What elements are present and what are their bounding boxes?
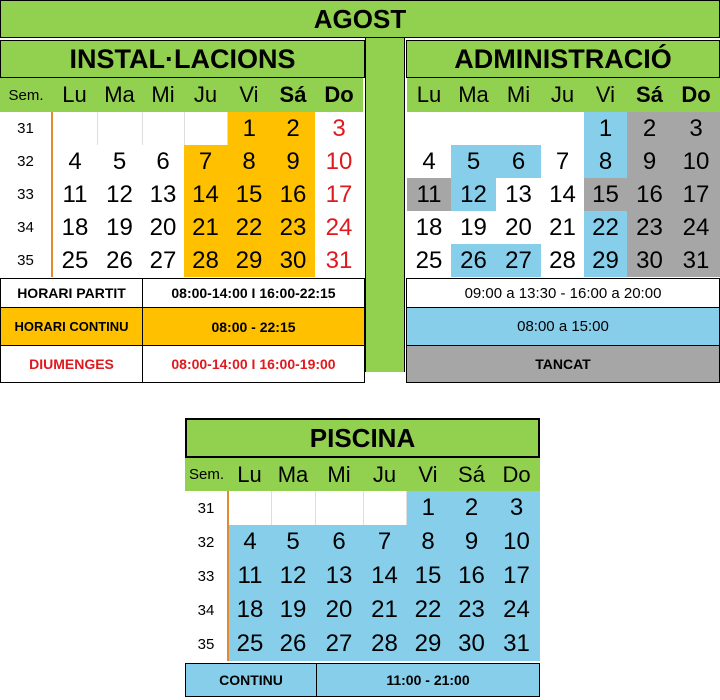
week-row [185, 491, 540, 525]
piscina-calendar [185, 458, 541, 661]
day-cell-ma: 12 [271, 559, 315, 593]
week-row [185, 627, 540, 661]
day-cell-do: 24 [672, 211, 720, 244]
day-cell-ju: 28 [363, 627, 406, 661]
week-row [0, 112, 363, 145]
day-header-ju: Ju [184, 78, 227, 112]
day-header-sa: Sá [271, 78, 315, 112]
day-cell-sa: 30 [271, 244, 315, 277]
day-cell-lu: 25 [228, 627, 271, 661]
administracio-title: ADMINISTRACIÓ [454, 43, 672, 74]
week-row [185, 525, 540, 559]
week-row [0, 211, 363, 244]
sem-header: Sem. [185, 458, 228, 491]
day-cell-vi: 29 [406, 627, 450, 661]
day-header-do: Do [493, 458, 540, 491]
day-cell-vi: 1 [227, 112, 271, 145]
day-header-lu: Lu [407, 78, 451, 112]
divider-strip [365, 38, 405, 372]
day-cell-ma: 19 [451, 211, 496, 244]
day-cell-do: 3 [493, 491, 540, 525]
day-cell-lu: 18 [407, 211, 451, 244]
day-cell-vi: 8 [584, 145, 627, 178]
day-cell-ju: 28 [541, 244, 584, 277]
horari-partit-value: 08:00-14:00 I 16:00-22:15 [171, 285, 336, 301]
sem-header: Sem. [0, 78, 52, 112]
day-cell-do: 17 [493, 559, 540, 593]
week-row [185, 593, 540, 627]
day-cell-vi: 1 [584, 112, 627, 145]
day-cell-ju: 7 [541, 145, 584, 178]
horari-continu-value-cell [142, 307, 365, 346]
day-header-do: Do [315, 78, 363, 112]
day-cell-vi: 22 [406, 593, 450, 627]
day-header-lu: Lu [228, 458, 271, 491]
day-header-vi: Vi [227, 78, 271, 112]
week-row [185, 559, 540, 593]
day-cell-ma: 19 [271, 593, 315, 627]
day-cell-vi: 8 [406, 525, 450, 559]
day-cell-ma: 12 [451, 178, 496, 211]
day-cell-ju [541, 112, 584, 145]
week-number: 35 [185, 627, 228, 661]
day-cell-vi: 15 [584, 178, 627, 211]
day-header-sa: Sá [450, 458, 493, 491]
day-cell-do: 31 [315, 244, 363, 277]
day-cell-lu: 11 [52, 178, 97, 211]
day-cell-mi: 20 [315, 593, 363, 627]
day-cell-ma: 5 [97, 145, 142, 178]
day-cell-vi: 29 [227, 244, 271, 277]
day-cell-mi: 13 [315, 559, 363, 593]
day-cell-ju: 21 [184, 211, 227, 244]
week-number: 32 [0, 145, 52, 178]
day-cell-ma [271, 491, 315, 525]
day-cell-mi: 27 [496, 244, 541, 277]
week-row [407, 211, 720, 244]
day-cell-do: 31 [493, 627, 540, 661]
day-cell-ma: 26 [271, 627, 315, 661]
week-row [0, 145, 363, 178]
day-cell-lu: 25 [52, 244, 97, 277]
day-cell-vi: 1 [406, 491, 450, 525]
day-cell-ma [97, 112, 142, 145]
day-cell-do: 17 [672, 178, 720, 211]
day-cell-ju: 28 [184, 244, 227, 277]
day-cell-mi: 6 [315, 525, 363, 559]
horari-continu-label-cell [0, 307, 143, 346]
week-number: 33 [0, 178, 52, 211]
day-cell-sa: 23 [627, 211, 672, 244]
day-cell-lu: 4 [407, 145, 451, 178]
month-banner [0, 0, 720, 38]
day-cell-sa: 30 [450, 627, 493, 661]
horari-continu-label: HORARI CONTINU [14, 319, 129, 334]
day-cell-ma: 5 [451, 145, 496, 178]
day-cell-lu [52, 112, 97, 145]
day-cell-mi [496, 112, 541, 145]
day-cell-vi: 29 [584, 244, 627, 277]
day-cell-ju: 21 [541, 211, 584, 244]
installacions-calendar [0, 78, 364, 277]
day-header-do: Do [672, 78, 720, 112]
day-cell-sa: 2 [627, 112, 672, 145]
horari-partit-label: HORARI PARTIT [17, 285, 126, 301]
day-cell-sa: 9 [450, 525, 493, 559]
day-cell-ju: 21 [363, 593, 406, 627]
week-row [407, 244, 720, 277]
day-cell-vi: 22 [227, 211, 271, 244]
day-cell-do: 3 [672, 112, 720, 145]
day-cell-ju: 7 [184, 145, 227, 178]
day-cell-mi: 13 [142, 178, 184, 211]
day-cell-ma: 26 [97, 244, 142, 277]
installacions-title-bar [0, 40, 365, 78]
day-cell-ju [363, 491, 406, 525]
day-cell-lu: 25 [407, 244, 451, 277]
day-cell-lu [407, 112, 451, 145]
day-cell-vi: 15 [227, 178, 271, 211]
week-number: 31 [185, 491, 228, 525]
day-cell-mi: 6 [142, 145, 184, 178]
piscina-continu-label: CONTINU [219, 672, 283, 688]
day-cell-sa: 2 [450, 491, 493, 525]
day-cell-vi: 15 [406, 559, 450, 593]
week-number: 32 [185, 525, 228, 559]
day-cell-sa: 9 [271, 145, 315, 178]
horari-partit-label-cell [0, 278, 143, 308]
day-cell-mi [315, 491, 363, 525]
administracio-horari-2-cell [406, 307, 720, 346]
day-header-ma: Ma [451, 78, 496, 112]
day-cell-mi: 27 [142, 244, 184, 277]
day-cell-sa: 16 [450, 559, 493, 593]
day-header-mi: Mi [496, 78, 541, 112]
day-cell-sa: 23 [271, 211, 315, 244]
week-row [0, 178, 363, 211]
diumenges-value: 08:00-14:00 I 16:00-19:00 [171, 356, 336, 372]
administracio-tancat: TANCAT [535, 356, 591, 372]
day-header-mi: Mi [142, 78, 184, 112]
day-cell-vi: 8 [227, 145, 271, 178]
day-cell-mi [142, 112, 184, 145]
administracio-title-bar [406, 40, 720, 78]
day-cell-do: 24 [315, 211, 363, 244]
day-cell-mi: 20 [496, 211, 541, 244]
piscina-continu-value-cell [316, 663, 540, 697]
day-cell-do: 31 [672, 244, 720, 277]
day-cell-do: 24 [493, 593, 540, 627]
day-cell-ma [451, 112, 496, 145]
month-title: AGOST [313, 3, 407, 34]
day-header-vi: Vi [584, 78, 627, 112]
administracio-tancat-cell [406, 345, 720, 383]
day-cell-lu: 11 [228, 559, 271, 593]
piscina-title: PISCINA [309, 422, 416, 453]
day-cell-lu: 4 [228, 525, 271, 559]
day-cell-ma: 26 [451, 244, 496, 277]
day-cell-mi: 6 [496, 145, 541, 178]
day-cell-ma: 19 [97, 211, 142, 244]
piscina-continu-label-cell [185, 663, 317, 697]
day-cell-lu: 18 [52, 211, 97, 244]
day-cell-do: 3 [315, 112, 363, 145]
day-cell-do: 10 [672, 145, 720, 178]
week-number: 34 [0, 211, 52, 244]
day-cell-sa: 16 [271, 178, 315, 211]
week-row [407, 178, 720, 211]
administracio-horari-1-cell [406, 278, 720, 308]
diumenges-label: DIUMENGES [29, 356, 114, 372]
day-cell-ju [184, 112, 227, 145]
horari-partit-value-cell [142, 278, 365, 308]
day-cell-ju: 14 [541, 178, 584, 211]
day-cell-sa: 2 [271, 112, 315, 145]
day-cell-lu: 18 [228, 593, 271, 627]
day-cell-ju: 14 [184, 178, 227, 211]
day-header-lu: Lu [52, 78, 97, 112]
day-cell-sa: 23 [450, 593, 493, 627]
day-cell-ju: 14 [363, 559, 406, 593]
day-cell-lu [228, 491, 271, 525]
day-cell-lu: 11 [407, 178, 451, 211]
week-number: 33 [185, 559, 228, 593]
day-cell-do: 10 [493, 525, 540, 559]
day-header-ma: Ma [271, 458, 315, 491]
week-number: 35 [0, 244, 52, 277]
day-cell-mi: 13 [496, 178, 541, 211]
day-cell-do: 17 [315, 178, 363, 211]
day-cell-ju: 7 [363, 525, 406, 559]
day-cell-do: 10 [315, 145, 363, 178]
week-number: 34 [185, 593, 228, 627]
administracio-horari-1: 09:00 a 13:30 - 16:00 a 20:00 [464, 284, 662, 302]
day-header-vi: Vi [406, 458, 450, 491]
installacions-title: INSTAL·LACIONS [69, 43, 296, 74]
week-row [407, 145, 720, 178]
piscina-title-bar [185, 418, 540, 458]
day-header-sa: Sá [627, 78, 672, 112]
piscina-continu-value: 11:00 - 21:00 [386, 672, 470, 688]
day-cell-sa: 16 [627, 178, 672, 211]
day-header-ma: Ma [97, 78, 142, 112]
day-cell-ma: 12 [97, 178, 142, 211]
horari-continu-value: 08:00 - 22:15 [211, 318, 296, 335]
day-header-ju: Ju [363, 458, 406, 491]
day-cell-sa: 30 [627, 244, 672, 277]
week-row [0, 244, 363, 277]
administracio-horari-2: 08:00 a 15:00 [517, 318, 609, 335]
day-header-ju: Ju [541, 78, 584, 112]
week-row [407, 112, 720, 145]
diumenges-value-cell [142, 345, 365, 383]
day-cell-vi: 22 [584, 211, 627, 244]
day-cell-lu: 4 [52, 145, 97, 178]
day-header-mi: Mi [315, 458, 363, 491]
diumenges-label-cell [0, 345, 143, 383]
day-cell-ma: 5 [271, 525, 315, 559]
day-cell-mi: 20 [142, 211, 184, 244]
administracio-calendar [407, 78, 720, 277]
day-cell-mi: 27 [315, 627, 363, 661]
day-cell-sa: 9 [627, 145, 672, 178]
week-number: 31 [0, 112, 52, 145]
